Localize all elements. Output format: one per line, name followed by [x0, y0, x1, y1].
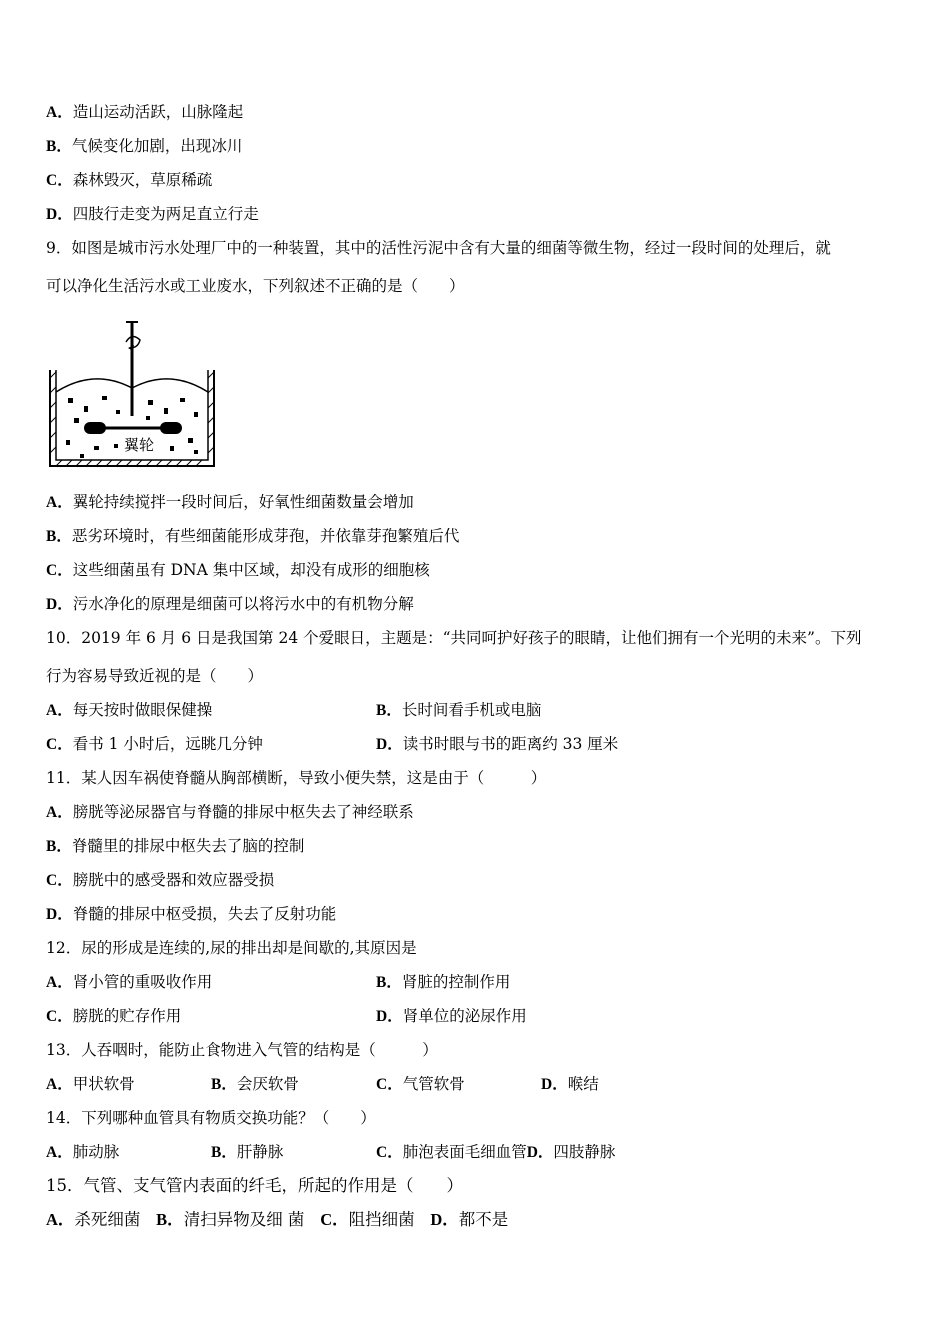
q14-option-a: A．肺动脉 — [46, 1143, 120, 1161]
q14-option-d-label: D． — [526, 1144, 554, 1161]
q11-option-b: B．脊髓里的排尿中枢失去了脑的控制 — [46, 837, 305, 855]
q10-option-b: B．长时间看手机或电脑 — [376, 701, 542, 719]
q10-stem-line1: 10．2019 年 6 月 6 日是我国第 24 个爱眼日，主题是：“共同呵护好孩子的眼睛，让他们拥有一个光明的未来”。下列 — [46, 629, 862, 647]
q15-stem: 15．气管、支气管内表面的纤毛，所起的作用是（ ） — [46, 1176, 463, 1195]
q15-options-row: A．杀死细菌 B．清扫异物及细 菌 C．阻挡细菌 D．都不是 — [46, 1210, 509, 1229]
q8-option-a: A．造山运动活跃，山脉隆起 — [46, 103, 244, 121]
q8-option-d: D．四肢行走变为两足直立行走 — [46, 205, 259, 223]
q9-stem-line1: 9．如图是城市污水处理厂中的一种装置，其中的活性污泥中含有大量的细菌等微生物，经过一段时间的处理后，就 — [46, 239, 831, 257]
q11-option-d: D．脊髓的排尿中枢受损，失去了反射功能 — [46, 905, 337, 923]
q12-option-b: B．肾脏的控制作用 — [376, 973, 511, 991]
impeller-label: 翼轮 — [124, 436, 155, 454]
q13-option-b: B．会厌软骨 — [211, 1075, 299, 1093]
q9-option-b: B．恶劣环境时，有些细菌能形成芽孢，并依靠芽孢繁殖后代 — [46, 527, 460, 545]
q15-option-c: 阻挡细菌 — [348, 1210, 415, 1229]
q11-option-a: A．膀胱等泌尿器官与脊髓的排尿中枢失去了神经联系 — [46, 803, 414, 821]
q8-option-b: B．气候变化加剧，出现冰川 — [46, 137, 243, 155]
sewage-tank-diagram — [44, 318, 220, 474]
q13-options-row — [0, 1074, 950, 1094]
q15-option-b: 清扫异物及细 菌 — [183, 1210, 305, 1229]
q12-option-d: D．肾单位的泌尿作用 — [376, 1007, 527, 1025]
q10-stem-line2: 行为容易导致近视的是（ ） — [46, 667, 264, 685]
q12-option-c: C．膀胱的贮存作用 — [46, 1007, 182, 1025]
q14-option-d-text: 四肢静脉 — [553, 1143, 616, 1161]
q9-option-d: D．污水净化的原理是细菌可以将污水中的有机物分解 — [46, 595, 414, 613]
q9-option-c: C．这些细菌虽有 DNA 集中区域，却没有成形的细胞核 — [46, 561, 430, 579]
q14-option-b: B．肝静脉 — [211, 1143, 284, 1161]
q14-options-row — [0, 1142, 950, 1162]
q9-stem-line2: 可以净化生活污水或工业废水，下列叙述不正确的是（ ） — [46, 277, 465, 295]
q13-stem: 13．人吞咽时，能防止食物进入气管的结构是（ ） — [46, 1041, 438, 1059]
q14-option-c: C．肺泡表面毛细血管D．四肢静脉 — [376, 1143, 616, 1161]
q11-option-c: C．膀胱中的感受器和效应器受损 — [46, 871, 275, 889]
q12-option-a: A．肾小管的重吸收作用 — [46, 973, 213, 991]
q15-option-a: 杀死细菌 — [74, 1210, 141, 1229]
q15-option-d: 都不是 — [458, 1210, 509, 1229]
impeller-blade-right — [160, 422, 182, 434]
q9-option-a: A．翼轮持续搅拌一段时间后，好氧性细菌数量会增加 — [46, 493, 414, 511]
q8-option-c: C．森林毁灭，草原稀疏 — [46, 171, 213, 189]
q10-option-d: D．读书时眼与书的距离约 33 厘米 — [376, 735, 619, 753]
q11-stem: 11．某人因车祸使脊髓从胸部横断，导致小便失禁，这是由于（ ） — [46, 769, 547, 787]
q13-option-c: C．气管软骨 — [376, 1075, 465, 1093]
q10-option-a: A．每天按时做眼保健操 — [46, 701, 213, 719]
q14-stem: 14．下列哪种血管具有物质交换功能？（ ） — [46, 1109, 376, 1127]
q10-option-c: C．看书 1 小时后，远眺几分钟 — [46, 735, 263, 753]
q13-option-a: A．甲状软骨 — [46, 1075, 135, 1093]
impeller-blade-left — [84, 422, 106, 434]
q13-option-d: D．喉结 — [541, 1075, 599, 1093]
sewage-tank-figure — [44, 318, 220, 478]
q12-stem: 12．尿的形成是连续的,尿的排出却是间歇的,其原因是 — [46, 939, 417, 957]
